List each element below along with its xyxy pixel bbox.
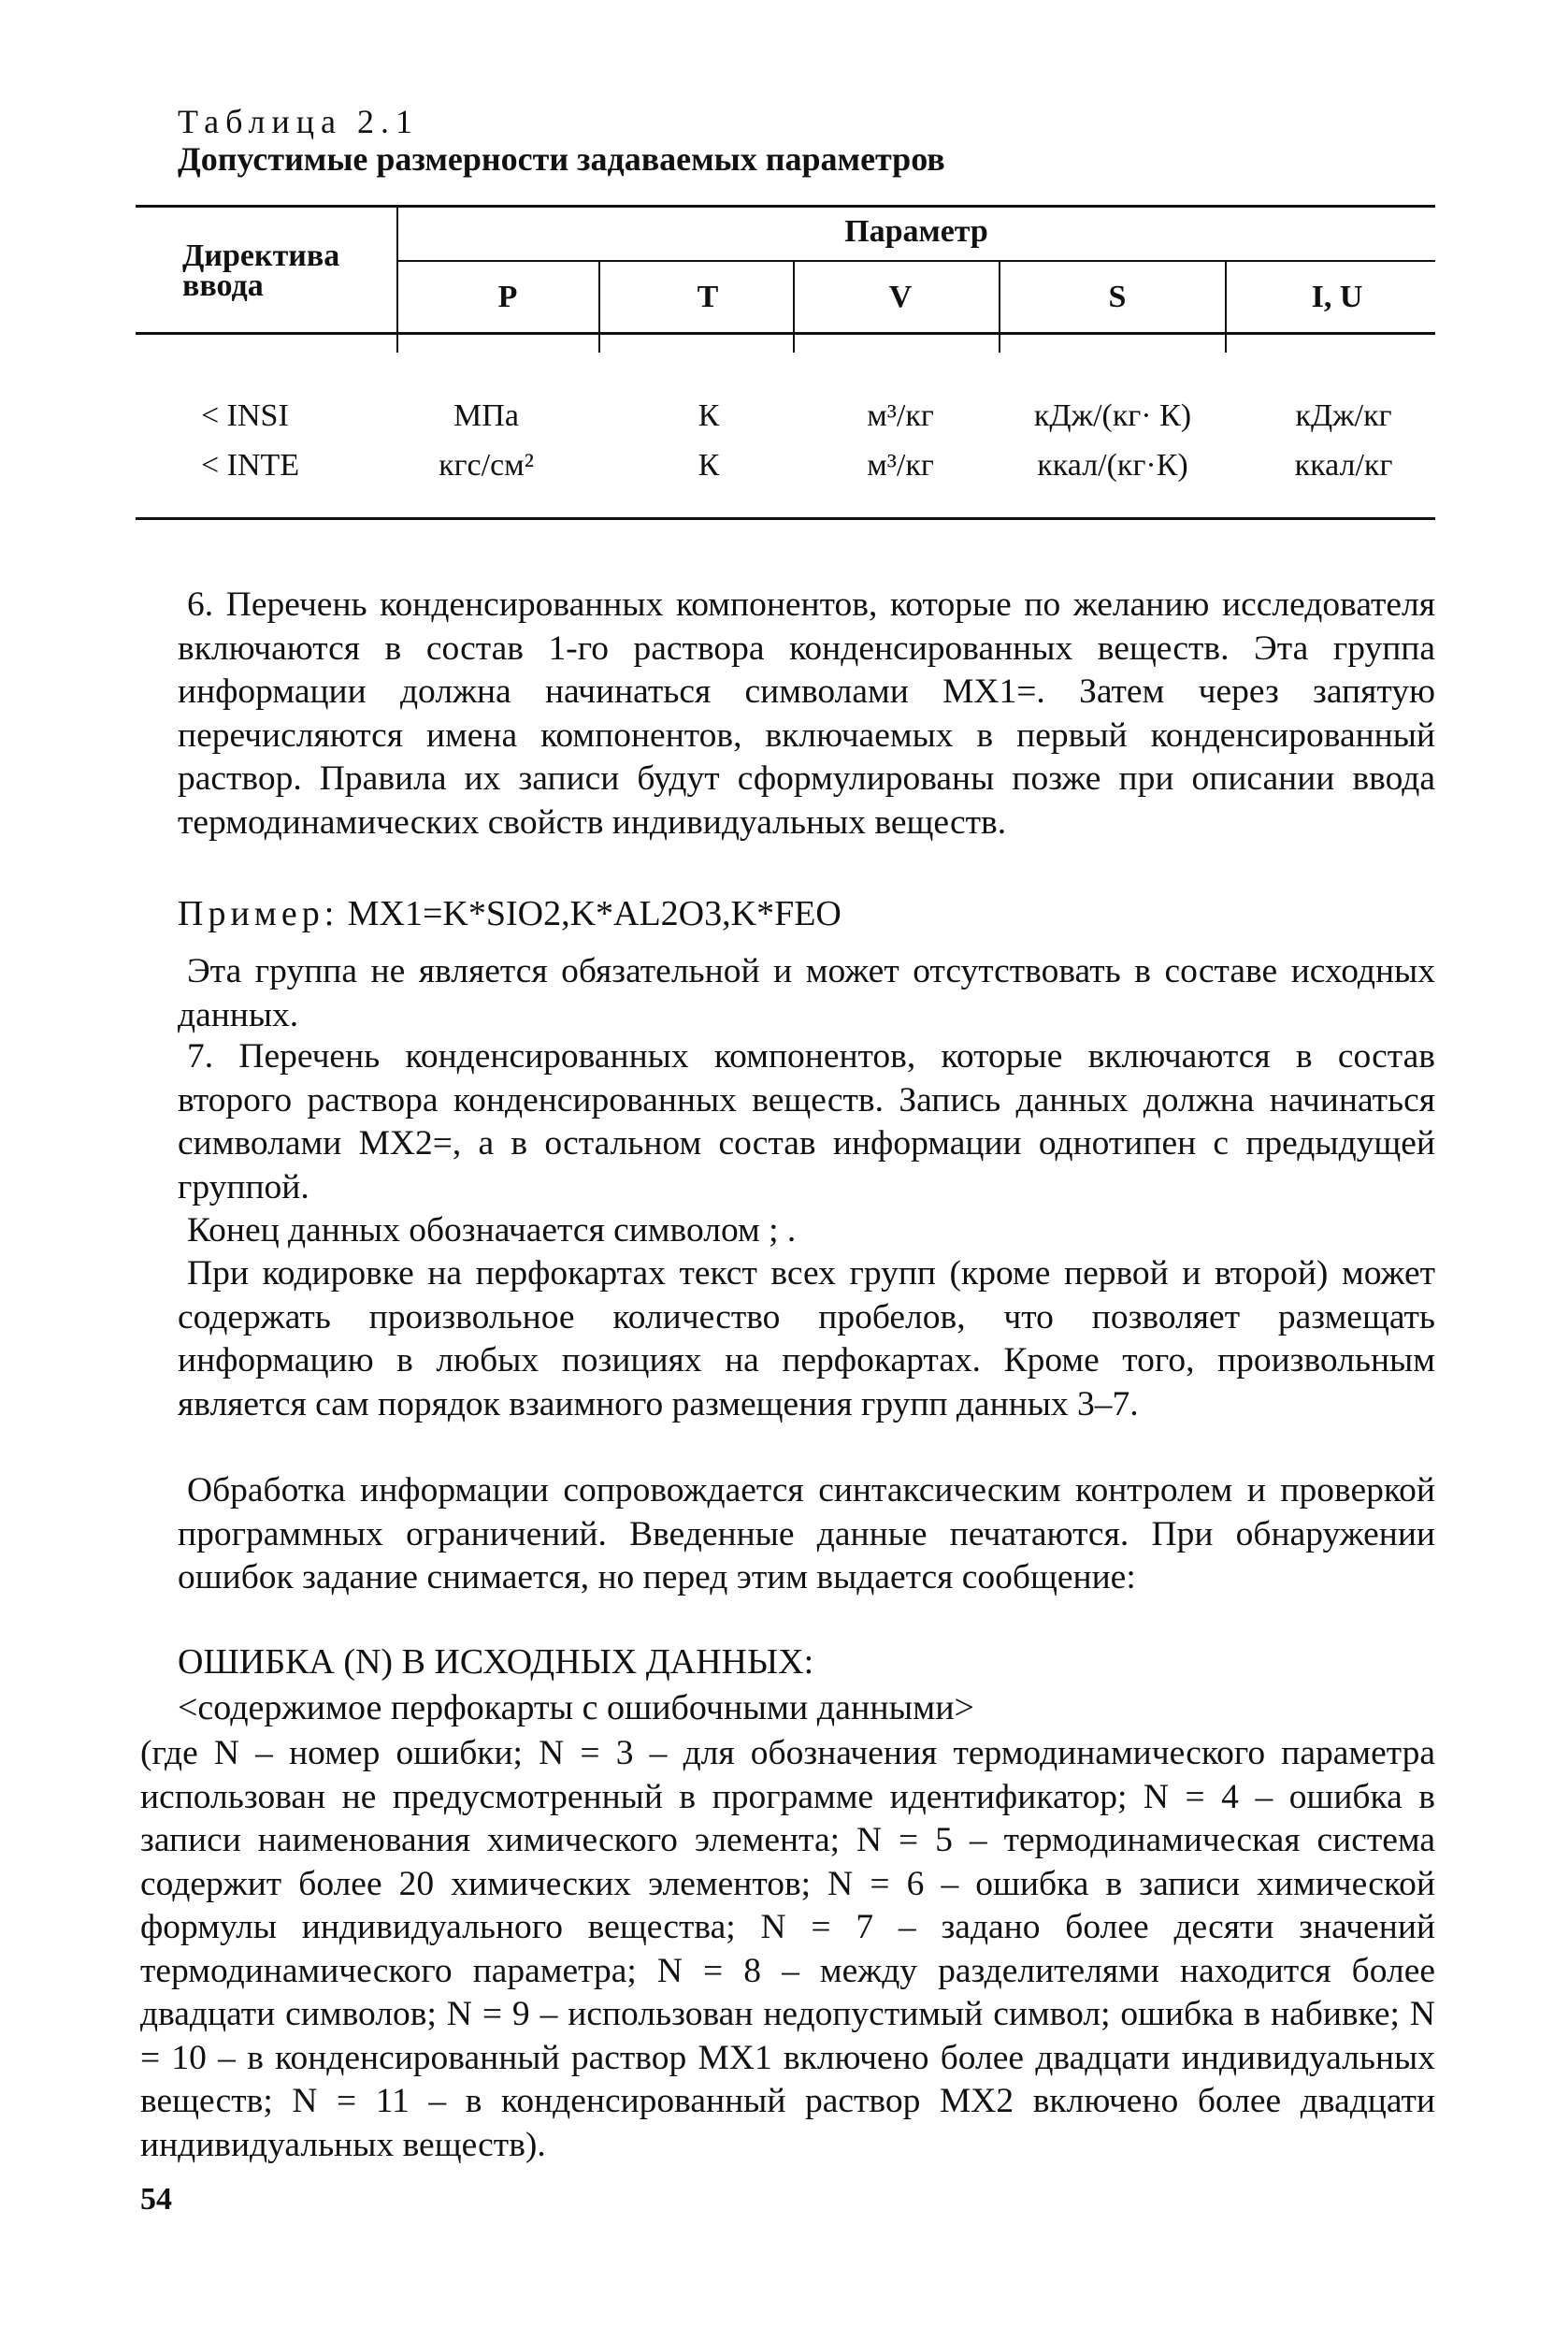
column-header-v: V [888,280,913,314]
paragraph-optional: Эта группа не является обязательной и может отсутствовать в составе исходных данных. [178,952,1435,1034]
paragraph-item-7: 7. Перечень конденсированных компонентов, которые включаются в состав второго раствора конденсированных веществ. Запись данных должна начинаться символами MX2=, а в остальном состав информации однотипен с предыдущей группой. [178,1037,1435,1206]
column-header-p: P [497,280,518,314]
paragraph-processing: Обработка информации сопровождается синтаксическим контролем и проверкой программных ограничений. Введенные данные печатаются. При обнаружении ошибок задание снимается, но перед этим выдается сообщение: [178,1471,1435,1596]
page-number: 54 [140,2182,172,2217]
column-divider [396,205,398,353]
column-divider [999,260,1000,353]
stub-header-line-1: Директива [182,238,340,273]
paragraph-punch-cards: При кодировке на перфокартах текст всех групп (кроме первой и второй) может содержать произвольное количество пробелов, что позволяет размещать информацию в любых позициях на перфокартах. Кроме того, произвольным является сам порядок взаимного размещения групп данных 3–7. [178,1254,1435,1423]
table-cell: м³/кг [867,398,934,433]
column-header-s: S [1108,280,1127,314]
group-header-rule [397,260,1435,262]
table-caption-label: Таблица 2.1 [178,103,419,140]
header-bottom-rule [136,332,1435,335]
table-bottom-rule [136,517,1435,520]
table-cell: МПа [453,398,519,433]
column-header-t: T [697,280,719,314]
table-cell: ккал/кг [1294,448,1393,483]
table-row-directive: < INTE [201,448,300,483]
group-header: Параметр [844,214,988,249]
example-line [178,892,842,935]
table-cell: ккал/(кг·К) [1037,448,1188,483]
card-content-line: <содержимое перфокарты с ошибочными данными> [178,1688,974,1727]
table-cell: К [698,398,720,433]
table-row-directive: < INSI [201,398,289,433]
table-cell: кгс/см² [439,448,534,483]
table-caption-title: Допустимые размерности задаваемых параметров [178,140,945,178]
example-label: Пример: [178,894,339,933]
table-cell: кДж/кг [1295,398,1392,433]
table-cell: К [698,448,720,483]
table-cell: кДж/(кг· К) [1033,398,1192,433]
column-header-i-u: I, U [1311,280,1363,314]
paragraph-end-of-data: Конец данных обозначается символом ; . [187,1211,797,1249]
column-divider [598,260,600,353]
column-divider [1225,260,1227,353]
table-cell: м³/кг [867,448,934,483]
column-divider [793,260,795,353]
table-top-rule [136,205,1435,208]
error-message-line: ОШИБКА (N) В ИСХОДНЫХ ДАННЫХ: [178,1642,814,1682]
paragraph-error-codes: (где N – номер ошибки; N = 3 – для обозначения термодинамического параметра использован не предусмотренный в программе идентификатор; N = 4 – ошибка в записи наименования химического элемента; N = 5 – термодинамическая система содержит более 20 химических элементов; N = 6 – ошибка в записи химической формулы индивидуального вещества; N = 7 – задано более десяти значений термодинамического параметра; N = 8 – между разделителями находится более двадцати символов; N = 9 – использован недопустимый символ; ошибка в набивке; N = 10 – в конденсированный раствор MX1 включено более двадцати индивидуальных веществ; N = 11 – в конденсированный раствор MX2 включено более двадцати индивидуальных веществ). [140,1734,1435,2164]
paragraph-item-6: 6. Перечень конденсированных компонентов, которые по желанию исследователя включаются в состав 1-го раствора конденсированных веществ. Эта группа информации должна начинаться символами MX1=. Затем через запятую перечисляются имена компонентов, включаемых в первый конденсированный раствор. Правила их записи будут сформулированы позже при описании ввода термодинамических свойств индивидуальных веществ. [178,585,1435,842]
example-code: MX1=K*SIO2,K*AL2O3,K*FEO [347,894,842,933]
stub-header-line-2: ввода [182,268,264,303]
